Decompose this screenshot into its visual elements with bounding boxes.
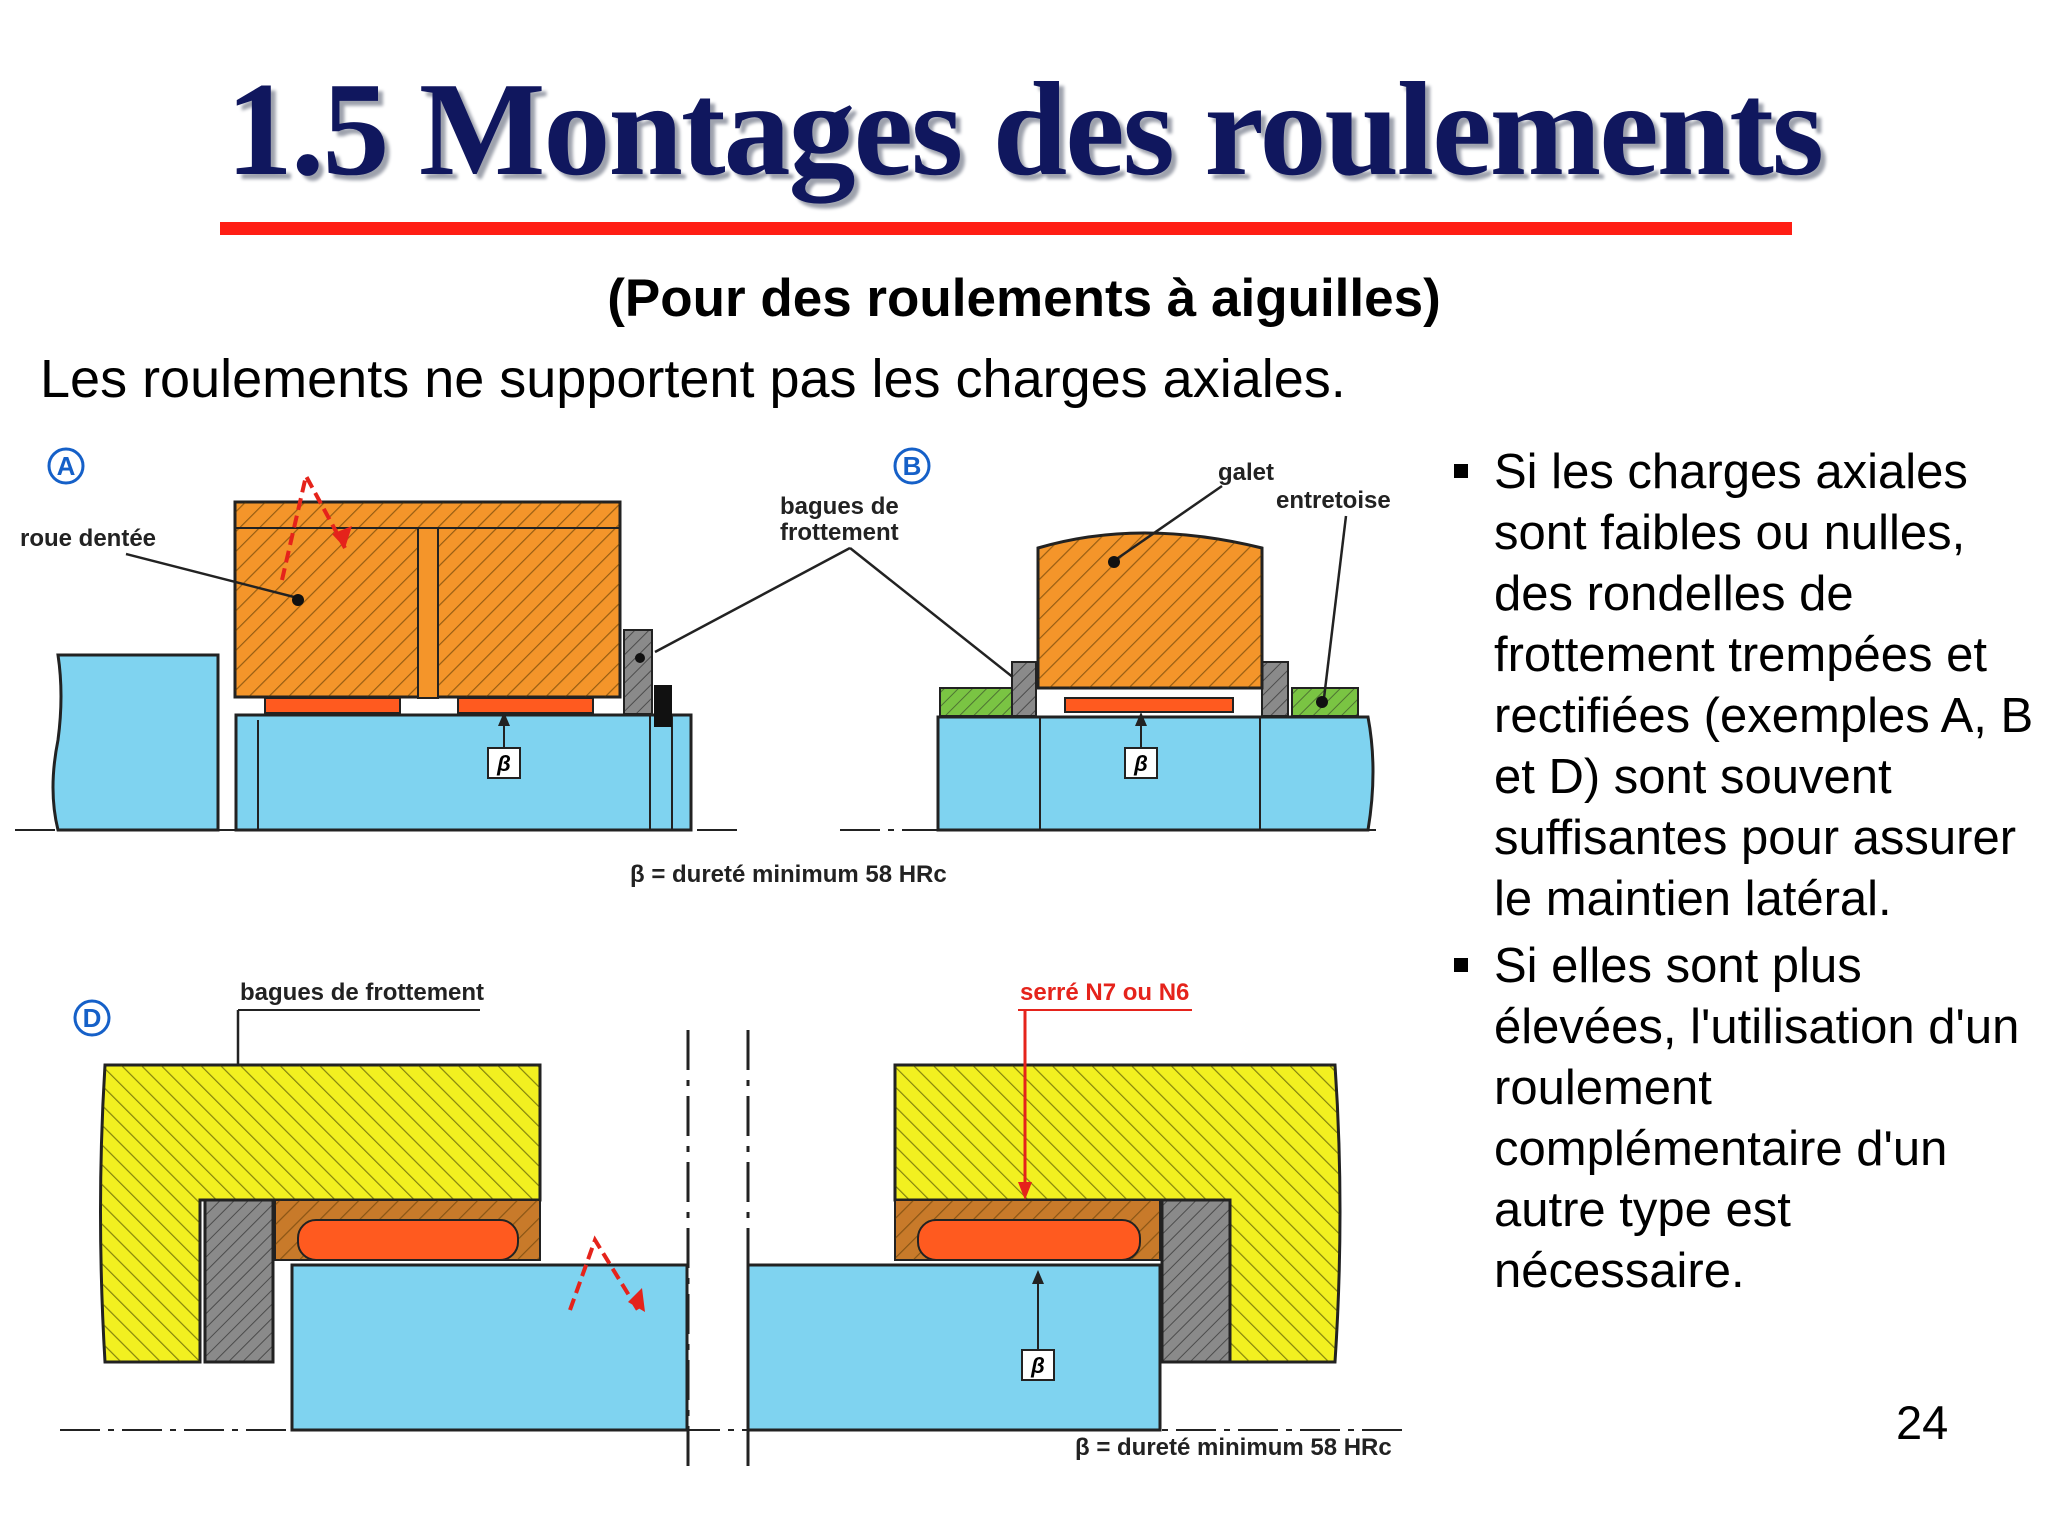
circlip	[654, 685, 672, 727]
shaft-d-right	[748, 1265, 1160, 1430]
durete-label-bottom: β = dureté minimum 58 HRc	[1075, 1434, 1392, 1461]
bagues-label-line2: frottement	[780, 519, 899, 546]
bullet-item	[1448, 442, 2048, 930]
beta-d: β	[1031, 1353, 1045, 1378]
entretoise-label: entretoise	[1276, 487, 1391, 514]
bullet-marker	[1454, 464, 1468, 478]
bagues-label-line1: bagues de	[780, 493, 899, 520]
shaft-a	[236, 715, 691, 830]
bullet-text-1: Si les charges axiales sont faibles ou nulles, des rondelles de frottement trempées et rectifiées (exemples A, B et D) sont souvent suffisantes pour assurer le maintien latéral.	[1494, 445, 2034, 926]
shaft-a-left	[53, 655, 218, 830]
needle-row-b	[1065, 698, 1233, 712]
bullet-marker	[1454, 958, 1468, 972]
roue-dentee-label: roue dentée	[20, 525, 157, 552]
needle-row-a1	[265, 698, 400, 713]
title-underline	[220, 222, 1792, 235]
durete-label-top: β = dureté minimum 58 HRc	[630, 861, 947, 888]
serre-label: serré N7 ou N6	[1020, 979, 1190, 1006]
galet-label: galet	[1218, 459, 1275, 486]
page-number: 24	[1896, 1396, 1949, 1449]
figure-a-letter: A	[56, 451, 76, 481]
needle-d-left	[298, 1220, 518, 1260]
bullet-item	[1448, 936, 2048, 1302]
bullet-list	[1448, 442, 2048, 1308]
figure-d-letter: D	[82, 1003, 102, 1033]
beta-a: β	[497, 751, 511, 776]
bagues-label-group	[635, 493, 1033, 693]
bearing-mounting-diagram	[0, 430, 1430, 1490]
figure-a	[15, 449, 740, 830]
slide-subtitle: (Pour des roulements à aiguilles)	[607, 269, 1441, 328]
bagues-frottement-d-label: bagues de frottement	[240, 979, 485, 1006]
figure-b	[840, 449, 1391, 830]
needle-d-right	[918, 1220, 1140, 1260]
figure-d	[60, 979, 1410, 1470]
beta-b: β	[1134, 751, 1148, 776]
intro-text: Les roulements ne supportent pas les charges axiales.	[40, 349, 1346, 409]
slide-title: 1.5 Montages des roulements	[225, 55, 1823, 203]
figure-b-letter: B	[902, 451, 922, 481]
bullet-text-2: Si elles sont plus élevées, l'utilisation d'un roulement complémentaire d'un autre type est nécessaire.	[1494, 939, 2020, 1298]
needle-row-a2	[458, 698, 593, 713]
